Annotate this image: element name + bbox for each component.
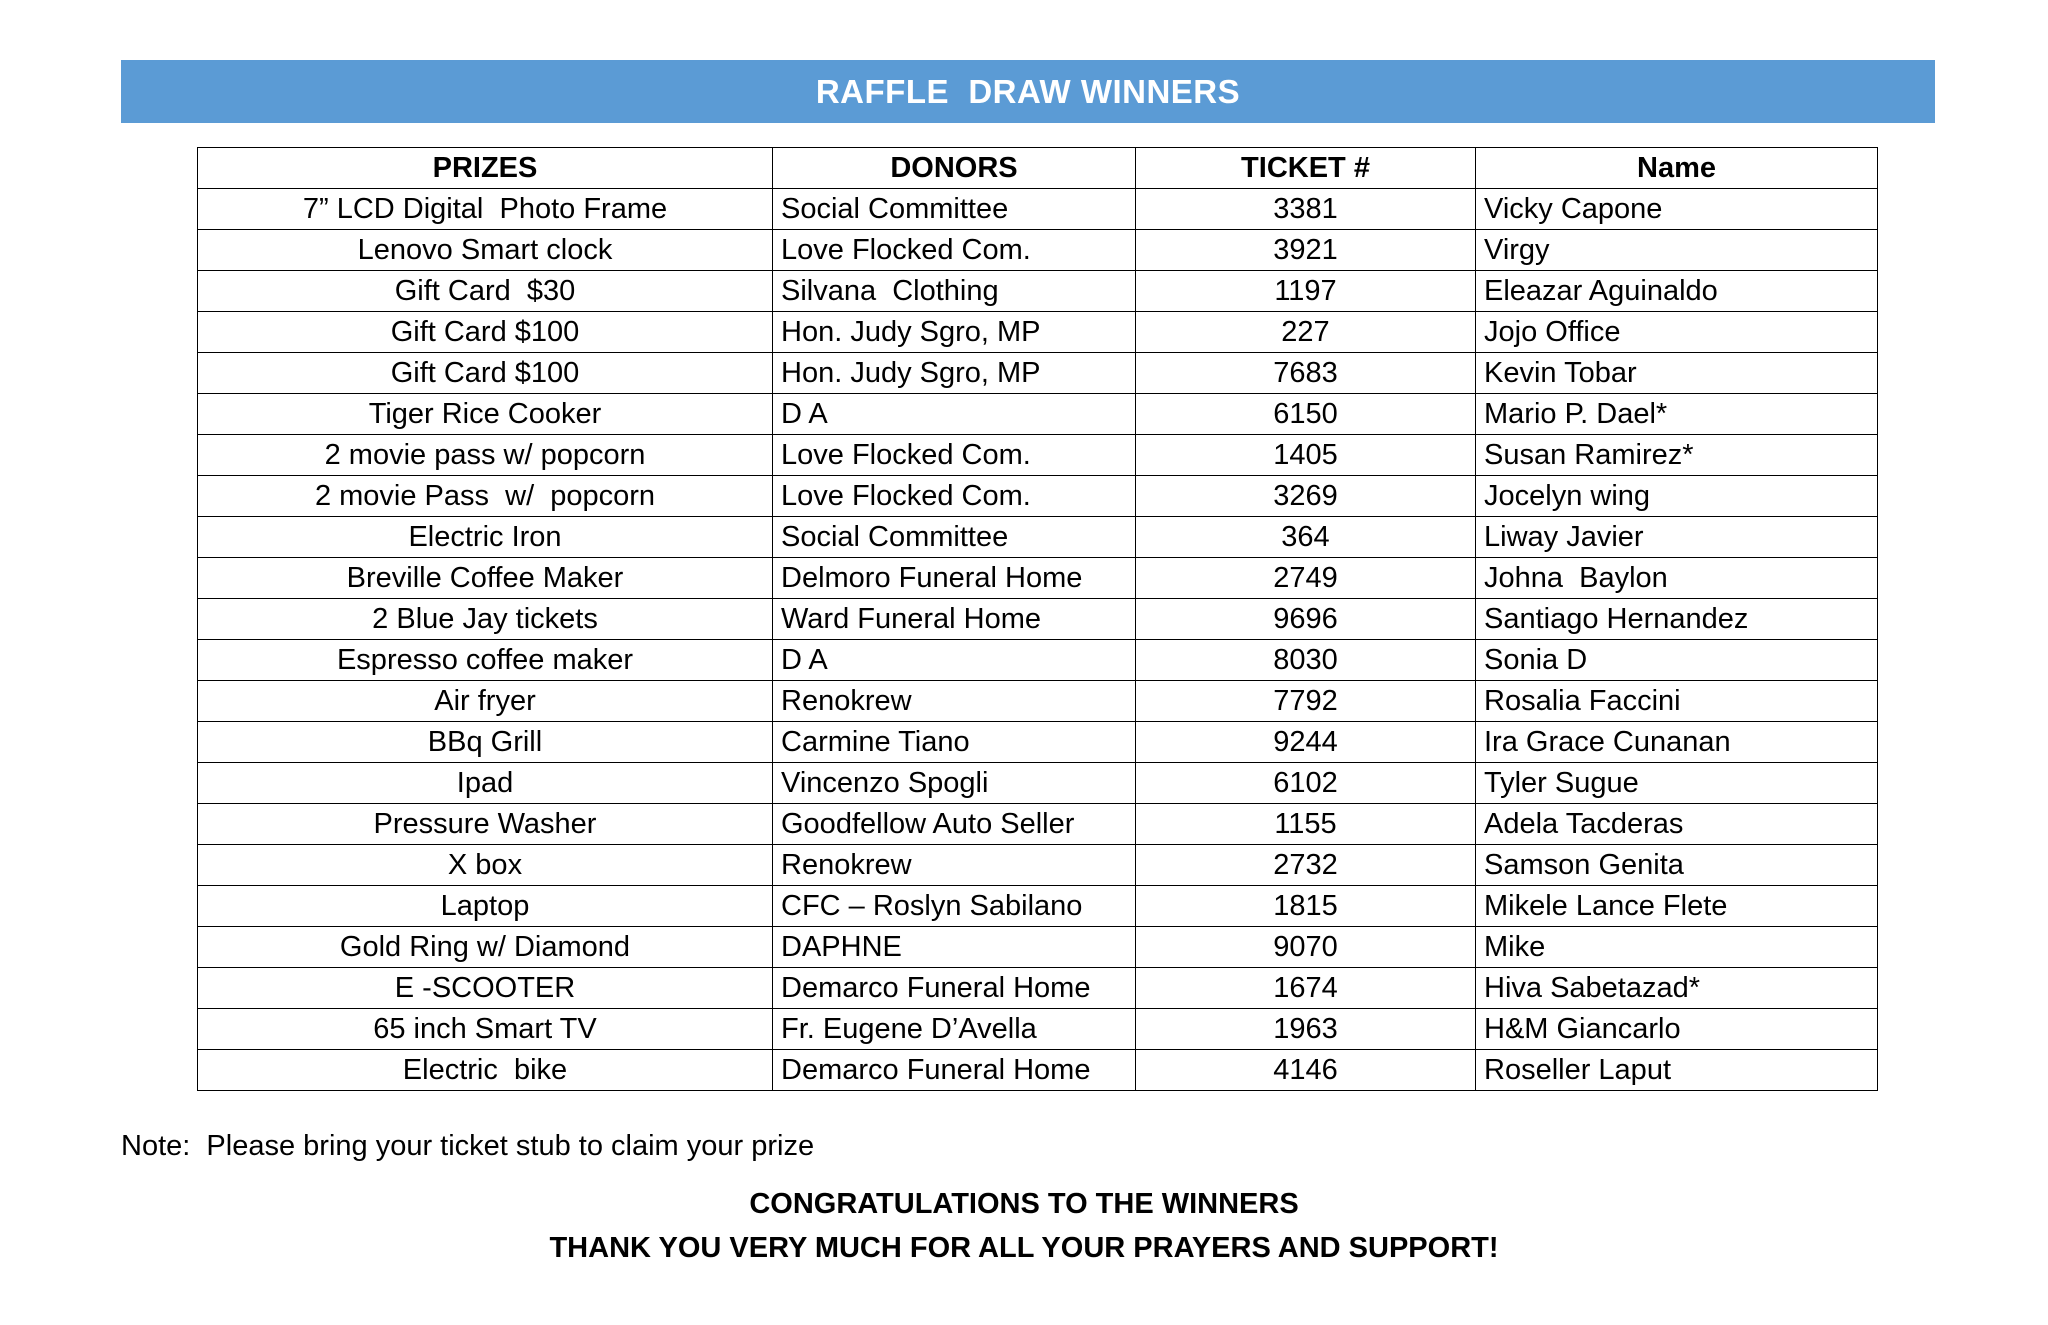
ticket-cell: 2732 (1136, 845, 1476, 886)
table-row (198, 845, 1878, 886)
header-ticket: TICKET # (1136, 148, 1476, 189)
prize-cell: Breville Coffee Maker (198, 558, 773, 599)
claim-note: Note: Please bring your ticket stub to claim your prize (121, 1130, 815, 1162)
donor-cell: Demarco Funeral Home (773, 1050, 1136, 1091)
header-row (198, 148, 1878, 189)
prize-cell: Air fryer (198, 681, 773, 722)
table-row (198, 681, 1878, 722)
winner-name-cell: Eleazar Aguinaldo (1476, 271, 1878, 312)
ticket-cell: 4146 (1136, 1050, 1476, 1091)
donor-cell: Demarco Funeral Home (773, 968, 1136, 1009)
table-row (198, 886, 1878, 927)
ticket-cell: 364 (1136, 517, 1476, 558)
title-banner (121, 60, 1935, 123)
ticket-cell: 9696 (1136, 599, 1476, 640)
winner-name-cell: Vicky Capone (1476, 189, 1878, 230)
winner-name-cell: Ira Grace Cunanan (1476, 722, 1878, 763)
prize-cell: Lenovo Smart clock (198, 230, 773, 271)
donor-cell: Carmine Tiano (773, 722, 1136, 763)
winner-name-cell: Rosalia Faccini (1476, 681, 1878, 722)
winner-name-cell: Kevin Tobar (1476, 353, 1878, 394)
table-row (198, 804, 1878, 845)
prize-cell: 2 Blue Jay tickets (198, 599, 773, 640)
table-row (198, 640, 1878, 681)
prize-cell: Pressure Washer (198, 804, 773, 845)
ticket-cell: 1405 (1136, 435, 1476, 476)
donor-cell: Silvana Clothing (773, 271, 1136, 312)
table-row (198, 435, 1878, 476)
prize-cell: 2 movie Pass w/ popcorn (198, 476, 773, 517)
table-row (198, 353, 1878, 394)
ticket-cell: 3921 (1136, 230, 1476, 271)
table-row (198, 476, 1878, 517)
table-row (198, 312, 1878, 353)
header-prizes: PRIZES (198, 148, 773, 189)
table-row (198, 722, 1878, 763)
donor-cell: Love Flocked Com. (773, 476, 1136, 517)
header-donors: DONORS (773, 148, 1136, 189)
prize-cell: BBq Grill (198, 722, 773, 763)
donor-cell: Social Committee (773, 517, 1136, 558)
donor-cell: D A (773, 394, 1136, 435)
winner-name-cell: Roseller Laput (1476, 1050, 1878, 1091)
donor-cell: Vincenzo Spogli (773, 763, 1136, 804)
ticket-cell: 6150 (1136, 394, 1476, 435)
ticket-cell: 9244 (1136, 722, 1476, 763)
donor-cell: Delmoro Funeral Home (773, 558, 1136, 599)
donor-cell: Hon. Judy Sgro, MP (773, 353, 1136, 394)
ticket-cell: 1963 (1136, 1009, 1476, 1050)
prize-cell: Gift Card $100 (198, 353, 773, 394)
donor-cell: Fr. Eugene D’Avella (773, 1009, 1136, 1050)
winner-name-cell: Mike (1476, 927, 1878, 968)
donor-cell: Love Flocked Com. (773, 230, 1136, 271)
prize-cell: 65 inch Smart TV (198, 1009, 773, 1050)
ticket-cell: 9070 (1136, 927, 1476, 968)
ticket-cell: 7683 (1136, 353, 1476, 394)
ticket-cell: 3269 (1136, 476, 1476, 517)
table-row (198, 558, 1878, 599)
ticket-cell: 227 (1136, 312, 1476, 353)
prize-cell: Ipad (198, 763, 773, 804)
winner-name-cell: Santiago Hernandez (1476, 599, 1878, 640)
table-row (198, 599, 1878, 640)
ticket-cell: 2749 (1136, 558, 1476, 599)
winner-name-cell: Tyler Sugue (1476, 763, 1878, 804)
donor-cell: Love Flocked Com. (773, 435, 1136, 476)
table-row (198, 1050, 1878, 1091)
donor-cell: D A (773, 640, 1136, 681)
thank-you-text: THANK YOU VERY MUCH FOR ALL YOUR PRAYERS AND SUPPORT! (549, 1232, 1499, 1264)
winner-name-cell: Jocelyn wing (1476, 476, 1878, 517)
donor-cell: Renokrew (773, 845, 1136, 886)
table-row (198, 230, 1878, 271)
donor-cell: Goodfellow Auto Seller (773, 804, 1136, 845)
congratulations-text: CONGRATULATIONS TO THE WINNERS (749, 1188, 1299, 1220)
table-row (198, 968, 1878, 1009)
prize-cell: Gift Card $100 (198, 312, 773, 353)
winner-name-cell: Hiva Sabetazad* (1476, 968, 1878, 1009)
winner-name-cell: Sonia D (1476, 640, 1878, 681)
prize-cell: 2 movie pass w/ popcorn (198, 435, 773, 476)
winner-name-cell: Johna Baylon (1476, 558, 1878, 599)
winner-name-cell: Jojo Office (1476, 312, 1878, 353)
ticket-cell: 3381 (1136, 189, 1476, 230)
winner-name-cell: Liway Javier (1476, 517, 1878, 558)
prize-cell: Electric Iron (198, 517, 773, 558)
donor-cell: Social Committee (773, 189, 1136, 230)
ticket-cell: 7792 (1136, 681, 1476, 722)
table-row (198, 189, 1878, 230)
ticket-cell: 1674 (1136, 968, 1476, 1009)
ticket-cell: 8030 (1136, 640, 1476, 681)
winner-name-cell: Virgy (1476, 230, 1878, 271)
ticket-cell: 1197 (1136, 271, 1476, 312)
donor-cell: DAPHNE (773, 927, 1136, 968)
prize-cell: Electric bike (198, 1050, 773, 1091)
header-name: Name (1476, 148, 1878, 189)
table-row (198, 517, 1878, 558)
winner-name-cell: Adela Tacderas (1476, 804, 1878, 845)
ticket-cell: 1155 (1136, 804, 1476, 845)
table-row (198, 1009, 1878, 1050)
ticket-cell: 6102 (1136, 763, 1476, 804)
table-row (198, 271, 1878, 312)
prize-cell: Laptop (198, 886, 773, 927)
winner-name-cell: Samson Genita (1476, 845, 1878, 886)
table-row (198, 927, 1878, 968)
ticket-cell: 1815 (1136, 886, 1476, 927)
prize-cell: Gift Card $30 (198, 271, 773, 312)
prize-cell: Gold Ring w/ Diamond (198, 927, 773, 968)
table-row (198, 394, 1878, 435)
winner-name-cell: H&M Giancarlo (1476, 1009, 1878, 1050)
winners-body (198, 189, 1878, 1091)
winner-name-cell: Susan Ramirez* (1476, 435, 1878, 476)
table-row (198, 763, 1878, 804)
donor-cell: CFC – Roslyn Sabilano (773, 886, 1136, 927)
prize-cell: E -SCOOTER (198, 968, 773, 1009)
prize-cell: Espresso coffee maker (198, 640, 773, 681)
donor-cell: Renokrew (773, 681, 1136, 722)
winners-table (197, 147, 1878, 1091)
prize-cell: X box (198, 845, 773, 886)
winner-name-cell: Mikele Lance Flete (1476, 886, 1878, 927)
winner-name-cell: Mario P. Dael* (1476, 394, 1878, 435)
prize-cell: Tiger Rice Cooker (198, 394, 773, 435)
donor-cell: Ward Funeral Home (773, 599, 1136, 640)
page-title: RAFFLE DRAW WINNERS (815, 72, 1241, 110)
donor-cell: Hon. Judy Sgro, MP (773, 312, 1136, 353)
prize-cell: 7” LCD Digital Photo Frame (198, 189, 773, 230)
